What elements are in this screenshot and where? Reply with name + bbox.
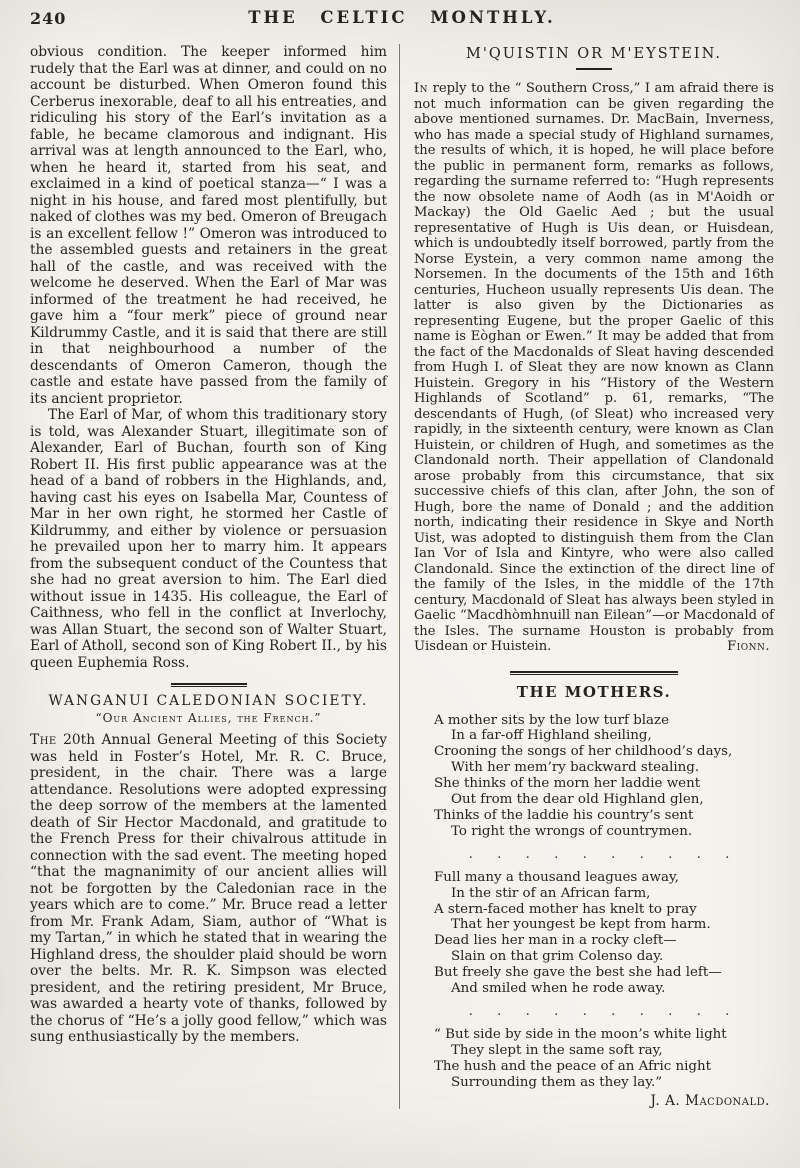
- wanganui-society-subheading: “Our Ancient Allies, the French.”: [95, 711, 322, 725]
- paragraph-text: 20th Annual General Meeting of this Society was held in Foster’s Hotel, Mr. R. C. Bruce, president, in the chair. There was a large attendance. Resolutions were adopted expressing the deep sorrow of the members at the lamented death of Sir Hector Macdonald, and gratitude to the French Press for their chivalrous attitude in connection with the sad event. The meeting hoped “that the magnanimity of our ancient allies will not be forgotten by the Caledonian race in the years which are to come.” Mr. Bruce read a letter from Mr. Frank Adam, Siam, author of “What is my Tartan,” in which he stated that in wearing the Highland dress, the shoulder plaid should be worn over the belts. Mr. R. K. Simpson was elected president, and the retiring president, Mr Bruce, was awarded a hearty vote of thanks, followed by the chorus of “He’s a jolly good fellow,” which was sung enthusiastically by the members.: [30, 732, 387, 1045]
- poem-line: Thinks of the laddie his country’s sent: [434, 807, 694, 823]
- poem-line: With her mem’ry backward stealing.: [451, 760, 700, 776]
- poem-line: That her youngest be kept from harm.: [451, 917, 711, 933]
- mquistin-article-paragraph: [414, 81, 774, 655]
- poem-line: Dead lies her man in a rocky cleft—: [434, 933, 677, 949]
- author-signature-fionn: Fionn.: [727, 639, 770, 654]
- column-divider-rule: [399, 44, 400, 1109]
- poem-line: A mother sits by the low turf blaze: [434, 712, 670, 728]
- wanganui-society-paragraph: [30, 732, 387, 1046]
- poem-line: A stern-faced mother has knelt to pray: [434, 901, 697, 917]
- poem-line: She thinks of the morn her laddie went: [434, 776, 701, 792]
- mquistin-article-heading: M'QUISTIN OR M'EYSTEIN.: [466, 46, 722, 62]
- stanza-separator-dots: . . . . . . . . . .: [468, 1004, 740, 1019]
- right-column: [414, 44, 774, 1109]
- poem-heading: THE MOTHERS.: [516, 682, 672, 701]
- poem-line: Crooning the songs of her childhood’s days,: [434, 744, 733, 760]
- poem-line: In a far-off Highland sheiling,: [451, 728, 652, 744]
- poem-line: “ But side by side in the moon’s white light: [434, 1027, 727, 1042]
- lead-word: The: [30, 732, 57, 748]
- poem-line: Full many a thousand leagues away,: [434, 869, 680, 885]
- section-divider-rule: [171, 683, 247, 687]
- poem-line: But freely she gave the best she had left—: [434, 965, 722, 981]
- page-header: [30, 8, 774, 34]
- poem-line: Surrounding them as they lay.”: [451, 1074, 663, 1090]
- poem-line: And smiled when he rode away.: [451, 981, 666, 997]
- poem-line: Out from the dear old Highland glen,: [451, 792, 704, 808]
- earl-of-mar-paragraph: The Earl of Mar, of whom this traditionary story is told, was Alexander Stuart, illegitimate son of Alexander, Earl of Buchan, fourth son of King Robert II. His first public appearance was at the head of a band of robbers in the Highlands, and, having cast his eyes on Isabella Mar, Countess of Mar in her own right, he stormed her Castle of Kildrummy, and either by violence or persuasion he prevailed upon her to marry him. It appears from the subsequent conduct of the Countess that she had no great aversion to him. The Earl died without issue in 1435. His colleague, the Earl of Caithness, who fell in the conflict at Inverlochy, was Allan Stuart, the second son of Walter Stuart, Earl of Atholl, second son of King Robert II., by his queen Euphemia Ross.: [30, 407, 387, 671]
- left-column: [30, 44, 387, 1109]
- paragraph-text: reply to the “ Southern Cross,” I am afraid there is not much information can be given regarding the above mentioned surnames. Dr. MacBain, Inverness, who has made a special study of Highland surnames, the results of which, it is hoped, he will place before the public in permanent form, remarks as follows, regarding the surname referred to: “Hugh represents the now obsolete name of Aodh (as in M'Aoidh or Mackay) the Old Gaelic Aed ; but the usual representative of Hugh is Uis dean, or Huisdean, which is undoubtedly itself borrowed, partly from the Norse Eystein, a very common name among the Norsemen. In the documents of the 15th and 16th centuries, Hucheon usually represents Uis dean. The latter is also given by the Dictionaries as representing Eugene, but the proper Gaelic of this name is Eòghan or Ewen.” It may be added that from the fact of the Macdonalds of Sleat having descended from Hugh I. of Sleat they are now known as Clann Huistein. Gregory in his “History of the Western Highlands of Scotland” p. 61, remarks, “The descendants of Hugh, (of Sleat) who increased very rapidly, in the sixteenth century, were known as Clan Huistein, or children of Hugh, and sometimes as the Clandonald north. Their appellation of Clandonald arose probably from this circumstance, that six successive chiefs of this clan, after John, the son of Hugh, bore the name of Donald ; and the addition north, indicating their residence in Skye and North Uist, was adopted to distinguish them from the Clan Ian Vor of Isla and Kintyre, who were also called Clandonald. Since the extinction of the direct line of the family of the Isles, in the middle of the 17th century, Macdonald of Sleat has always been styled in Gaelic “Macdhòmhnuill nan Eilean”—or Macdonald of the Isles. The surname Houston is probably from Uisdean or Huistein.: [414, 81, 774, 654]
- poem-line: The hush and the peace of an Afric night: [434, 1058, 711, 1074]
- page-number: 240: [30, 9, 67, 28]
- poem-line: They slept in the same soft ray,: [451, 1042, 663, 1058]
- poem-line: Slain on that grim Colenso day.: [451, 949, 664, 965]
- heading-underline-rule: [576, 68, 612, 70]
- wanganui-society-heading: WANGANUI CALEDONIAN SOCIETY.: [48, 693, 369, 709]
- story-continuation-paragraph: obvious condition. The keeper informed him rudely that the Earl was at dinner, and could on no account be disturbed. When Omeron found this Cerberus inexorable, deaf to all his entreaties, and ridiculing his story of the Earl’s invitation as a fable, he became clamorous and indignant. His arrival was at length announced to the Earl, who, when he heard it, started from his seat, and exclaimed in a kind of poetical stanza—“ I was a night in his house, and fared most plentifully, but naked of clothes was my bed. Omeron of Breugach is an excellent fellow !” Omeron was introduced to the assembled guests and retainers in the great hall of the castle, and was received with the welcome he deserved. When the Earl of Mar was informed of the treatment he had received, he gave him a “four merk” piece of ground near Kildrummy Castle, and it is said that there are still in that neighbourhood a number of the descendants of Omeron Cameron, though the castle and estate have passed from the family of its ancient proprietor.: [30, 44, 387, 407]
- poem-the-mothers: [414, 713, 774, 1109]
- poem-author-signature: J. A. Macdonald.: [650, 1092, 770, 1109]
- two-column-layout: [30, 44, 774, 1109]
- poem-line: In the stir of an African farm,: [451, 885, 651, 901]
- poem-line: To right the wrongs of countrymen.: [451, 823, 693, 839]
- stanza-separator-dots: . . . . . . . . . .: [468, 846, 740, 862]
- poem-divider-rule: [510, 671, 678, 675]
- journal-title: THE CELTIC MONTHLY.: [248, 8, 556, 27]
- lead-word: In: [414, 81, 429, 96]
